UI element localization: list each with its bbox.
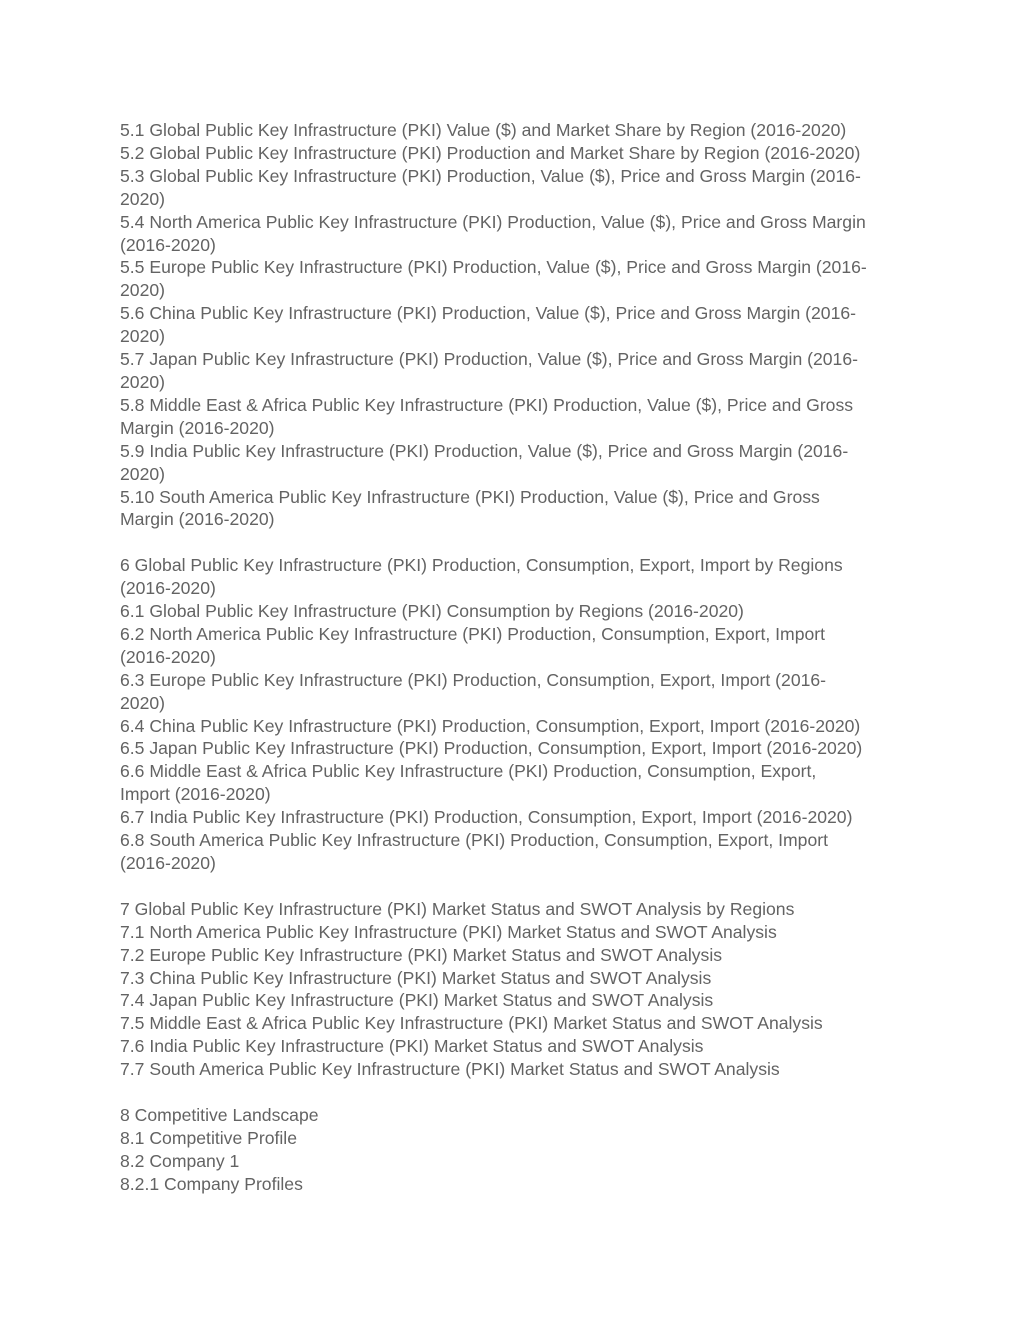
toc-line: 7.6 India Public Key Infrastructure (PKI) Market Status and SWOT Analysis	[120, 1036, 704, 1057]
toc-line: 5.7 Japan Public Key Infrastructure (PKI) Production, Value ($), Price and Gross Margin (2016-	[120, 349, 858, 370]
toc-line: 8.1 Competitive Profile	[120, 1127, 297, 1148]
toc-section-5	[120, 119, 910, 531]
toc-line: 8.2.1 Company Profiles	[120, 1173, 303, 1194]
toc-line: 7.2 Europe Public Key Infrastructure (PKI) Market Status and SWOT Analysis	[120, 944, 723, 965]
toc-line: 6.7 India Public Key Infrastructure (PKI) Production, Consumption, Export, Import (2016-2020)	[120, 807, 853, 828]
toc-line: 7 Global Public Key Infrastructure (PKI) Market Status and SWOT Analysis by Regions	[120, 898, 795, 919]
toc-line: Margin (2016-2020)	[120, 417, 275, 438]
toc-line: 5.6 China Public Key Infrastructure (PKI) Production, Value ($), Price and Gross Margin (2016-	[120, 303, 857, 324]
toc-line: 7.1 North America Public Key Infrastructure (PKI) Market Status and SWOT Analysis	[120, 921, 777, 942]
toc-line: 6.1 Global Public Key Infrastructure (PKI) Consumption by Regions (2016-2020)	[120, 601, 744, 622]
toc-line: 6.2 North America Public Key Infrastructure (PKI) Production, Consumption, Export, Import	[120, 623, 826, 644]
document-page	[120, 119, 910, 1218]
toc-line: 2020)	[120, 188, 165, 209]
toc-line: 5.8 Middle East & Africa Public Key Infrastructure (PKI) Production, Value ($), Price and Gross	[120, 394, 854, 415]
toc-line: 6.4 China Public Key Infrastructure (PKI) Production, Consumption, Export, Import (2016-2020)	[120, 715, 861, 736]
toc-line: 6.6 Middle East & Africa Public Key Infrastructure (PKI) Production, Consumption, Export,	[120, 761, 817, 782]
toc-line: 5.9 India Public Key Infrastructure (PKI) Production, Value ($), Price and Gross Margin (2016-	[120, 440, 849, 461]
toc-line: 7.4 Japan Public Key Infrastructure (PKI) Market Status and SWOT Analysis	[120, 990, 714, 1011]
toc-line: 7.7 South America Public Key Infrastructure (PKI) Market Status and SWOT Analysis	[120, 1059, 780, 1080]
toc-line: 2020)	[120, 326, 165, 347]
toc-line: 5.4 North America Public Key Infrastructure (PKI) Production, Value ($), Price and Gross Margin	[120, 211, 866, 232]
toc-line: Import (2016-2020)	[120, 784, 271, 805]
toc-line: 5.5 Europe Public Key Infrastructure (PKI) Production, Value ($), Price and Gross Margin (2016-	[120, 257, 867, 278]
toc-line: 7.3 China Public Key Infrastructure (PKI) Market Status and SWOT Analysis	[120, 967, 712, 988]
toc-line: Margin (2016-2020)	[120, 509, 275, 530]
toc-line: 7.5 Middle East & Africa Public Key Infrastructure (PKI) Market Status and SWOT Analysis	[120, 1013, 823, 1034]
toc-line: 6 Global Public Key Infrastructure (PKI) Production, Consumption, Export, Import by Regions	[120, 555, 843, 576]
toc-line: (2016-2020)	[120, 234, 216, 255]
toc-line: 8.2 Company 1	[120, 1150, 240, 1171]
toc-section-6	[120, 554, 910, 875]
toc-line: 2020)	[120, 280, 165, 301]
toc-line: 6.5 Japan Public Key Infrastructure (PKI) Production, Consumption, Export, Import (2016-2020)	[120, 738, 863, 759]
toc-line: 5.3 Global Public Key Infrastructure (PKI) Production, Value ($), Price and Gross Margin (2016-	[120, 165, 861, 186]
toc-line: 5.1 Global Public Key Infrastructure (PKI) Value ($) and Market Share by Region (2016-2020)	[120, 120, 847, 140]
toc-section-7	[120, 898, 910, 1081]
toc-line: 2020)	[120, 463, 165, 484]
toc-line: (2016-2020)	[120, 852, 216, 873]
toc-line: 2020)	[120, 692, 165, 713]
toc-line: 8 Competitive Landscape	[120, 1104, 319, 1125]
toc-line: 2020)	[120, 371, 165, 392]
toc-line: 5.2 Global Public Key Infrastructure (PKI) Production and Market Share by Region (2016-2020)	[120, 142, 861, 163]
toc-section-8	[120, 1104, 910, 1196]
toc-line: (2016-2020)	[120, 646, 216, 667]
toc-line: (2016-2020)	[120, 578, 216, 599]
toc-line: 6.8 South America Public Key Infrastructure (PKI) Production, Consumption, Export, Import	[120, 830, 828, 851]
toc-line: 5.10 South America Public Key Infrastructure (PKI) Production, Value ($), Price and Gross	[120, 486, 820, 507]
toc-line: 6.3 Europe Public Key Infrastructure (PKI) Production, Consumption, Export, Import (2016-	[120, 669, 827, 690]
